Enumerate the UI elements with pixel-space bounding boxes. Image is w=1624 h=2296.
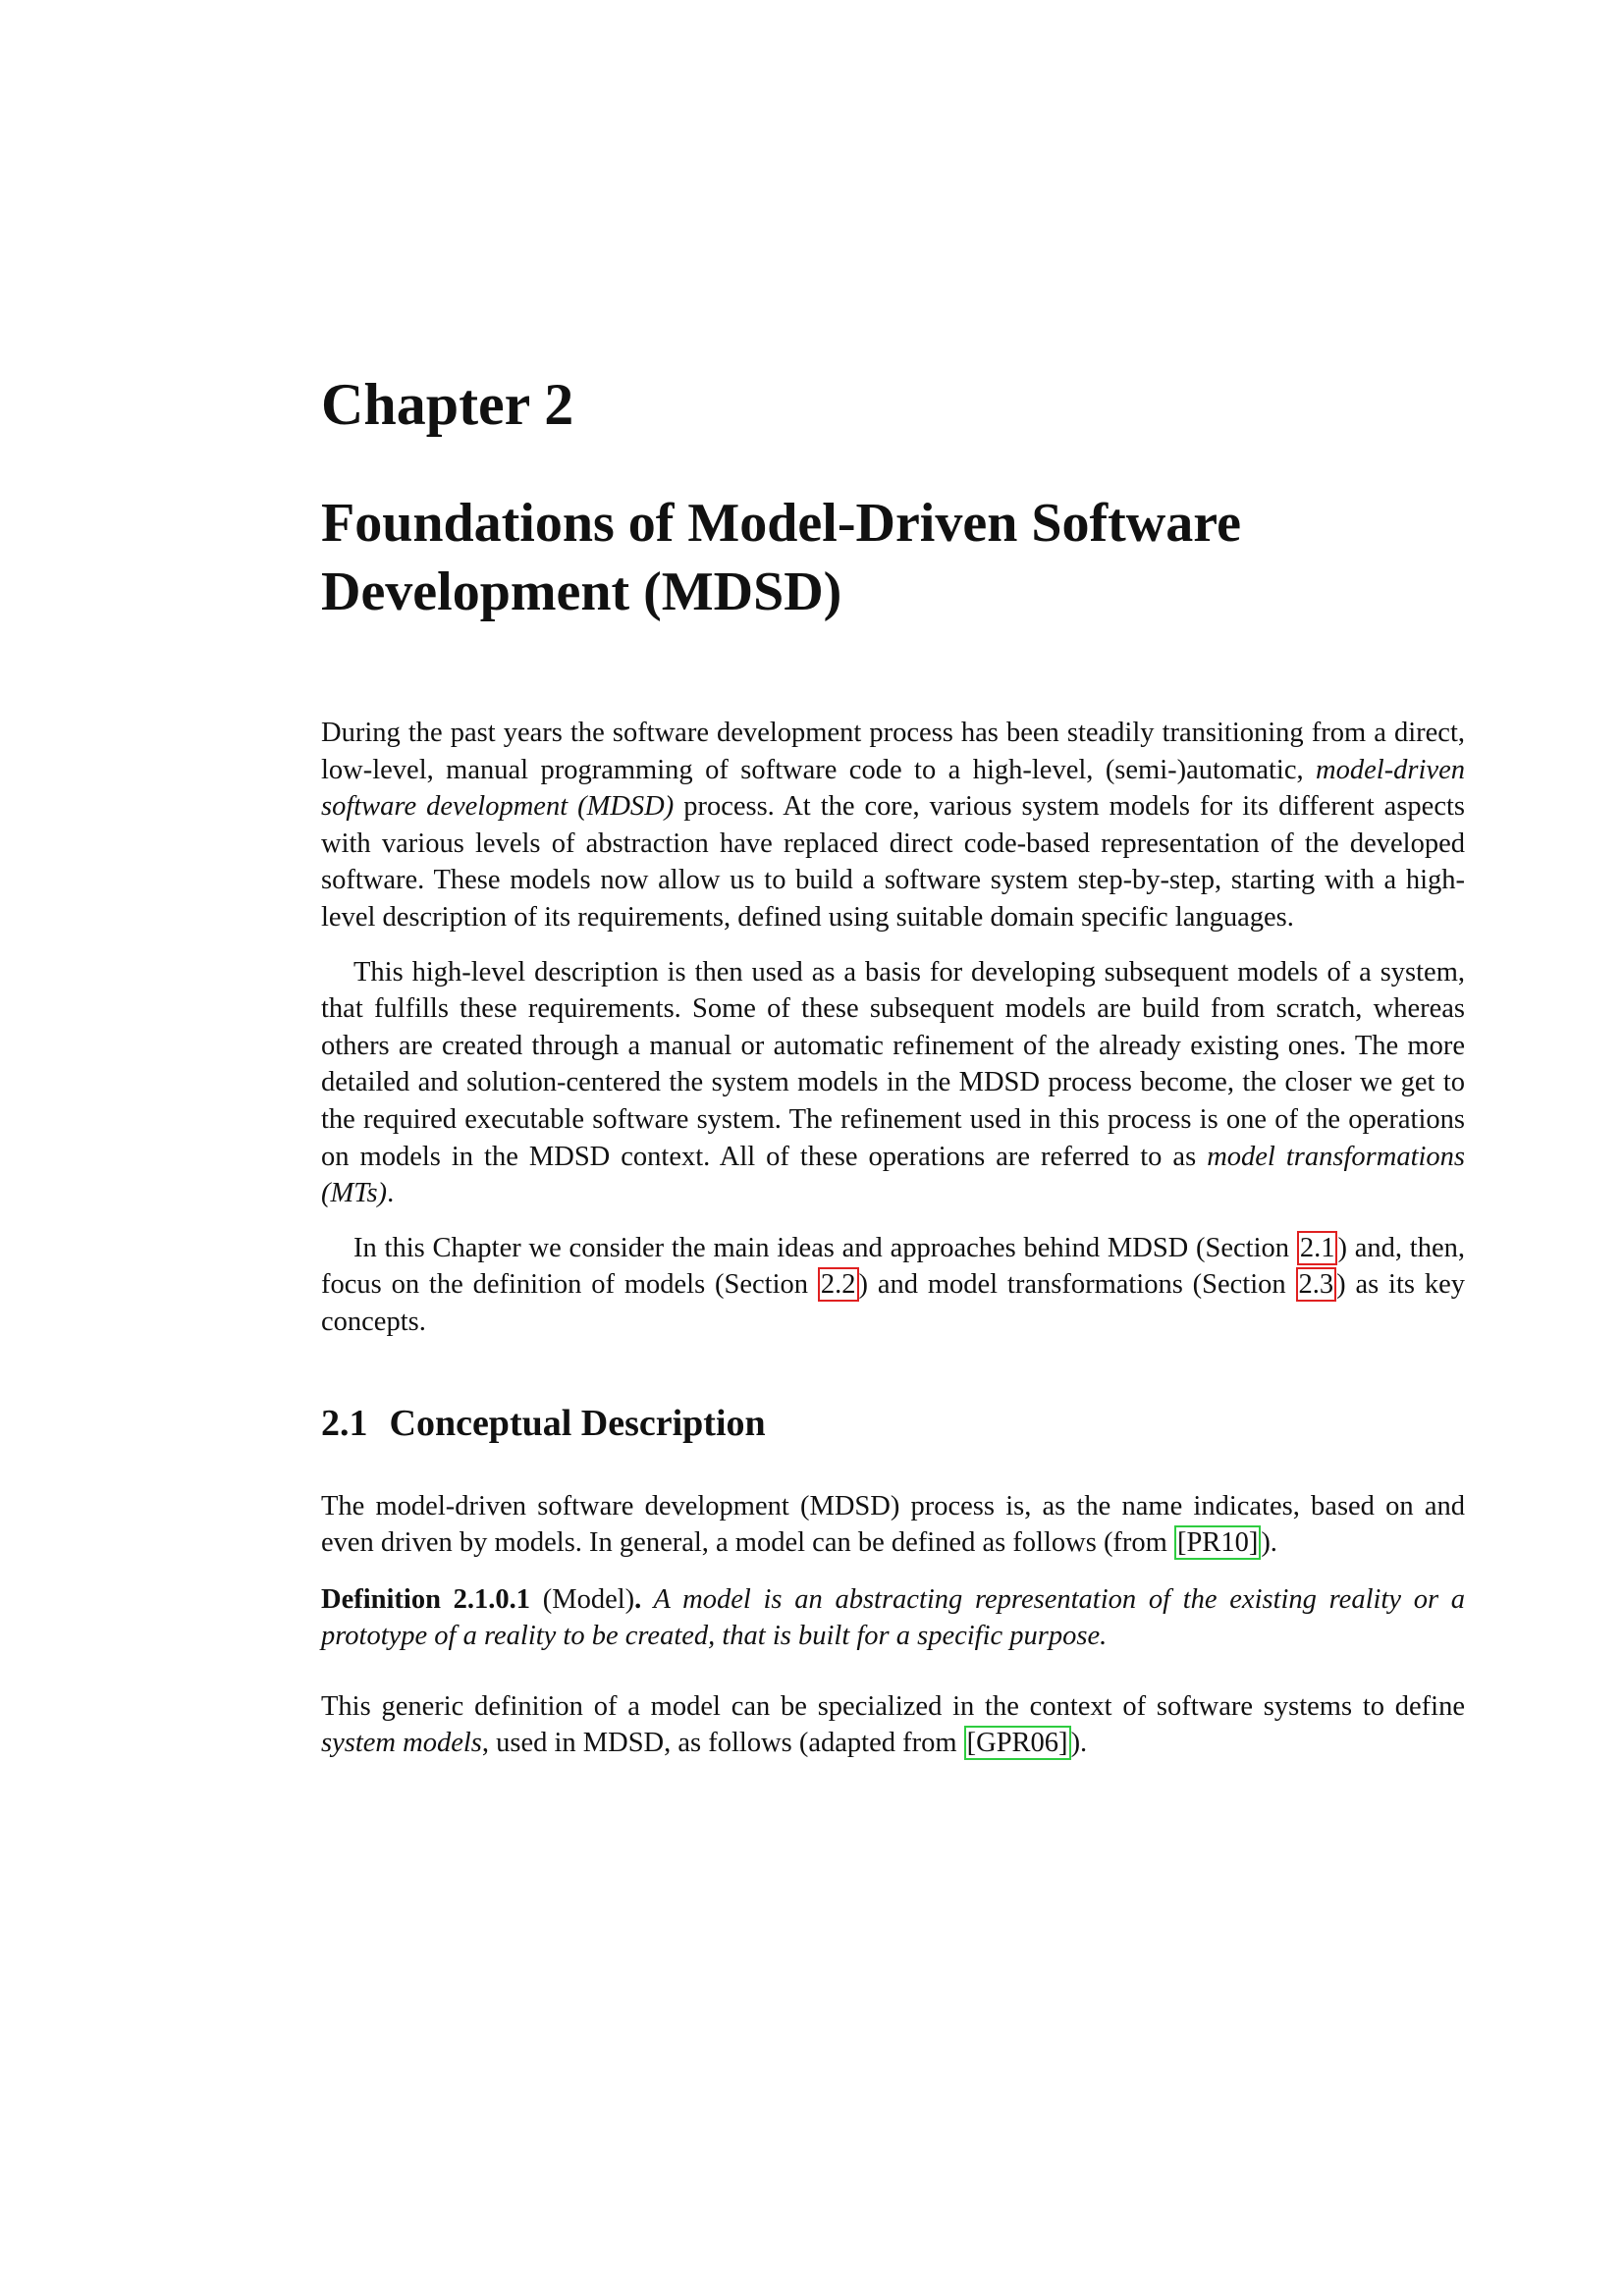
emphasis-model-transformations: model transformations (MTs) (321, 1141, 1465, 1209)
text: The model-driven software development (MDSD) process is, as the name indicates, based on and even driven by models. In general, a model can be defined as follows (from (321, 1490, 1465, 1559)
section-paragraph-1 (321, 1488, 1465, 1562)
intro-paragraph-3 (321, 1230, 1465, 1341)
chapter-label: Chapter 2 (321, 372, 574, 437)
definition-text: A model (641, 1583, 764, 1615)
section-title: Conceptual Description (389, 1402, 766, 1444)
text: ) and model transformations (Section (858, 1269, 1296, 1301)
citation-link-gpr06[interactable]: [GPR06] (964, 1726, 1071, 1760)
text: This generic definition of a model can be specialized in the context of software systems to define (321, 1690, 1465, 1722)
definition-dot: . (634, 1583, 642, 1615)
section-number: 2.1 (321, 1402, 368, 1444)
section-paragraph-2 (321, 1688, 1465, 1762)
intro-paragraph-1 (321, 715, 1465, 936)
chapter-title: Foundations of Model-Driven Software Development (MDSD) (321, 493, 1241, 622)
definition-text: is an abstracting representation of the existing reality or a prototype of a reality to be created, that is built for a specific purpose. (321, 1583, 1466, 1652)
definition-name: (Model) (530, 1583, 635, 1615)
section-link-2-2[interactable]: 2.2 (818, 1267, 859, 1302)
text: . (387, 1178, 395, 1209)
intro-paragraph-2 (321, 954, 1465, 1212)
citation-link-pr10[interactable]: [PR10] (1174, 1525, 1261, 1560)
emphasis-mdsd: model-driven software development (MDSD) (321, 754, 1465, 823)
text: During the past years the software development process has been steadily transitioning from a direct, low-level, manual programming of software code to a high-level, (semi-)automatic, (321, 718, 1465, 785)
text: In this Chapter we consider the main ideas and approaches behind MDSD (Section (353, 1232, 1297, 1263)
text: , used in MDSD, as follows (adapted from (481, 1728, 964, 1759)
text: ). (1261, 1527, 1277, 1559)
text: ) as its key concepts. (321, 1269, 1465, 1337)
definition-label: Definition 2.1.0.1 (321, 1583, 531, 1615)
text: ). (1070, 1728, 1088, 1759)
text: This high-level description is then used as a basis for developing subsequent models of a system, that fulfills these requirements. Some of these subsequent models are build from scratch, whereas others are created through a manual or automatic refinement of the already existing ones. The more detailed and solution-centered the system models in the MDSD process become, the closer we get to the required executable software system. The refinement used in this process is one of the operations on models in the MDSD context. All of these operations are referred to as (321, 956, 1465, 1172)
text: process. At the core, various system models for its different aspects with various levels of abstraction have replaced direct code-based representation of the developed software. These models now allow us to build a software system step-by-step, starting with a high-level description of its requirements, defined using suitable domain specific languages. (321, 791, 1465, 933)
page-content (321, 373, 1465, 1762)
emphasis-system-models: system models (321, 1728, 482, 1759)
text: ) and, then, focus on the definition of models (Section (321, 1232, 1465, 1301)
section-heading (321, 1402, 1465, 1445)
section-link-2-3[interactable]: 2.3 (1296, 1267, 1337, 1302)
definition-model (321, 1581, 1465, 1655)
section-link-2-1[interactable]: 2.1 (1297, 1231, 1338, 1265)
